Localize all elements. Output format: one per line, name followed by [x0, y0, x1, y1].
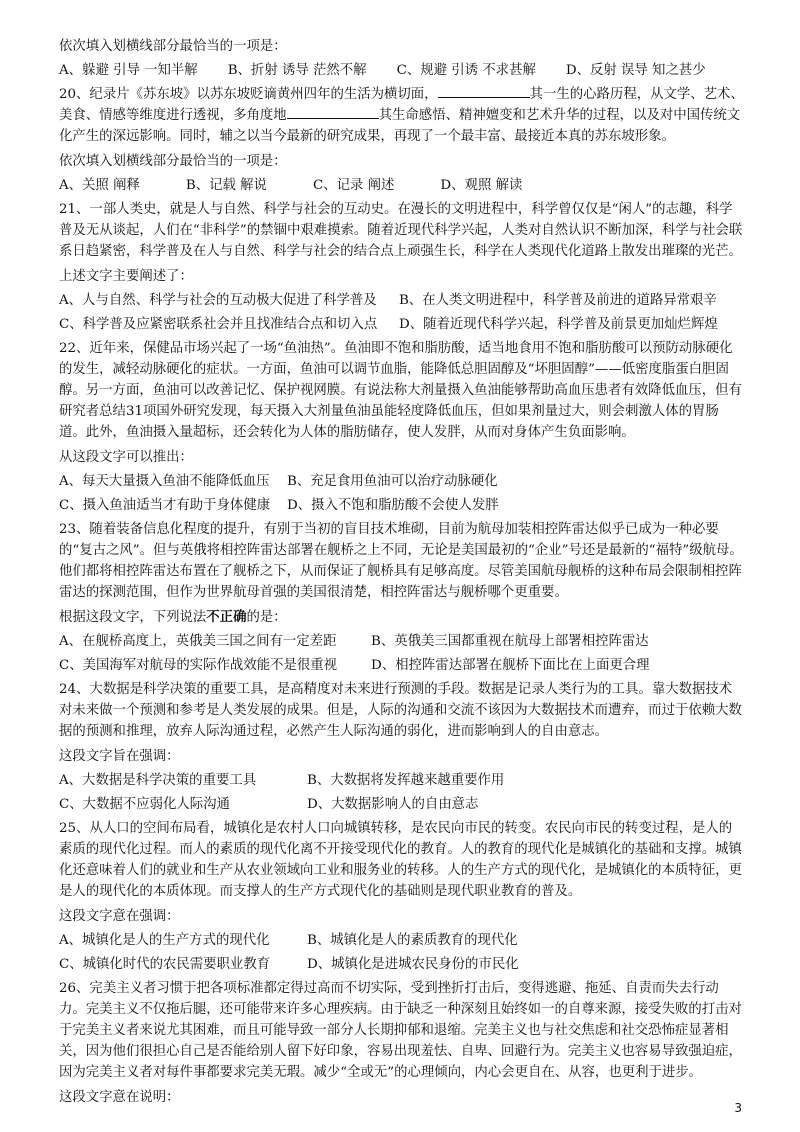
q21-options-row-2	[59, 314, 745, 335]
q23-prompt-text: 根据这段文字，下列说法	[59, 610, 207, 625]
q22-stem: 22、近年来，保健品市场兴起了一场“鱼油热”。鱼油即不饱和脂肪酸，适当地食用不饱和脂肪酸可以预防动脉硬化的发生，减轻动脉硬化的症状。一方面，鱼油可以调节血脂，能降低总胆固醇及“坏胆固醇”——低密度脂蛋白胆固醇。另一方面，鱼油可以改善记忆、保护视网膜。有说法称大剂量摄入鱼油能够帮助高血压患者有效降低血压，但有研究者总结31项国外研究发现，每天摄入大剂量鱼油虽能轻度降低血压，但如果剂量过大，则会刺激人体的胃肠道。此外，鱼油摄入量超标，还会转化为人体的脂肪储存，使人发胖，从而对身体产生负面影响。	[59, 341, 742, 440]
q21-option-d[interactable]: D、随着近现代科学兴起，科学普及前景更加灿烂辉煌	[399, 317, 718, 332]
q20-option-d[interactable]: D、观照 解读	[440, 178, 523, 193]
q23-option-a[interactable]: A、在舰桥高度上，英俄美三国之间有一定差距	[59, 634, 337, 649]
q19-option-d[interactable]: D、反射 误导 知之甚少	[565, 63, 706, 78]
q24-options-row-1	[59, 770, 745, 791]
q20-option-c[interactable]: C、记录 阐述	[312, 178, 395, 193]
q24-option-d[interactable]: D、大数据影响人的自由意志	[307, 797, 479, 812]
q19-option-a[interactable]: A、躲避 引导 一知半解	[59, 63, 198, 78]
q23-options-row-1	[59, 631, 745, 652]
q20-prompt: 依次填入划横线部分最恰当的一项是：	[59, 154, 287, 169]
q26-prompt: 这段文字意在说明：	[59, 1090, 180, 1105]
q25-stem: 25、从人口的空间布局看，城镇化是农村人口向城镇转移，是农民向市民的转变。农民向市民的转变过程，是人的素质的现代化过程。而人的素质的现代化离不开接受现代化的教育。人的教育的现代化是城镇化的基础和支撑。城镇化还意味着人们的就业和生产从农业领域向工业和服务业的转移。人的生产方式的现代化，是城镇化的本质特征，更是人的现代化的本质体现。而支撑人的生产方式现代化的基础则是现代职业教育的普及。	[59, 821, 742, 899]
q23-prompt	[59, 607, 745, 628]
q25-option-d[interactable]: D、城镇化是进城农民身份的市民化	[307, 957, 519, 972]
q19-option-b[interactable]: B、折射 诱导 茫然不解	[227, 63, 367, 78]
q24-option-a[interactable]: A、大数据是科学决策的重要工具	[59, 773, 257, 788]
q25-option-a[interactable]: A、城镇化是人的生产方式的现代化	[59, 933, 270, 948]
q22-options-row-2	[59, 495, 745, 516]
q20-blank-2	[287, 105, 379, 119]
q20-stem	[59, 84, 745, 147]
q26-stem: 26、完美主义者习惯于把各项标准都定得过高而不切实际，受到挫折打击后，变得逃避、拖延、自责而失去行动力。完美主义不仅拖后腿，还可能带来许多心理疾病。由于缺乏一种深刻且始终如一的自尊来源，接受失败的打击对于完美主义者来说尤其困难，而且可能导致一部分人长期抑郁和退缩。完美主义也与社交焦虑和社交恐怖症显著相关，因为他们很担心自己是否能给别人留下好印象，容易出现羞怯、自卑、回避行为。完美主义也容易导致强迫症，因为完美主义者对每件事都要求完美无瑕。减少“全或无”的心理倾向，内心会更自在、从容，也更利于进步。	[59, 981, 742, 1080]
q23-options-row-2	[59, 655, 745, 676]
q20-text-2: 其一生的心路历程，从文学、艺术、美食、情感等维度进行透视，多角度地	[59, 87, 744, 123]
q20-option-a[interactable]: A、关照 阐释	[59, 178, 140, 193]
q21-stem: 21、一部人类史，就是人与自然、科学与社会的互动史。在漫长的文明进程中，科学曾仅仅是“闲人”的志趣，科学普及无从谈起，人们在“非科学”的禁锢中艰难摸索。随着近现代科学兴起，人类对自然认识不断加深，科学与社会联系日趋紧密，科学普及在人与自然、科学与社会的结合点上顽强生长，科学在人类现代化道路上散发出璀璨的光芒。	[59, 202, 743, 259]
q23-option-d[interactable]: D、相控阵雷达部署在舰桥下面比在上面更合理	[371, 658, 650, 673]
q20-text-3: 其生命感悟、精神嬗变和艺术升华的过程，以及对中国传统文化产生的深远影响。同时，辅之以当今最新的研究成果，再现了一个最丰富、最接近本真的苏东坡形象。	[59, 108, 741, 144]
q23-option-b[interactable]: B、英俄美三国都重视在航母上部署相控阵雷达	[371, 634, 649, 649]
q25-options-row-2	[59, 954, 745, 975]
q21-option-b[interactable]: B、在人类文明进程中，科学普及前进的道路异常艰辛	[399, 293, 717, 308]
q23-prompt-emphasis: 不正确	[206, 609, 247, 625]
q25-option-c[interactable]: C、城镇化时代的农民需要职业教育	[59, 957, 271, 972]
q22-option-c[interactable]: C、摄入鱼油适当才有助于身体健康	[59, 498, 271, 513]
q22-option-d[interactable]: D、摄入不饱和脂肪酸不会使人发胖	[287, 498, 499, 513]
q25-prompt: 这段文字意在强调：	[59, 909, 180, 924]
q22-option-a[interactable]: A、每天大量摄入鱼油不能降低血压	[59, 474, 270, 489]
q25-option-b[interactable]: B、城镇化是人的素质教育的现代化	[307, 933, 518, 948]
q22-prompt: 从这段文字可以推出：	[59, 450, 193, 465]
q20-options	[59, 175, 745, 196]
q23-option-c[interactable]: C、美国海军对航母的实际作战效能不是很重视	[59, 658, 338, 673]
exam-page	[59, 36, 745, 1108]
q21-options-row-1	[59, 290, 745, 311]
q21-option-c[interactable]: C、科学普及应紧密联系社会并且找准结合点和切入点	[59, 317, 378, 332]
q19-prompt: 依次填入划横线部分最恰当的一项是：	[59, 39, 287, 54]
q24-stem: 24、大数据是科学决策的重要工具，是高精度对未来进行预测的手段。数据是记录人类行为的工具。靠大数据技术对未来做一个预测和参考是人类发展的成果。但是，人际的沟通和交流不该因为大数据技术而遭弃，而过于依赖大数据的预测和推理，放弃人际沟通过程，必然产生人际沟通的弱化，进而影响到人的自由意志。	[59, 682, 742, 739]
q24-option-b[interactable]: B、大数据将发挥越来越重要作用	[307, 773, 505, 788]
q20-option-b[interactable]: B、记载 解说	[185, 178, 267, 193]
q25-options-row-1	[59, 930, 745, 951]
q21-option-a[interactable]: A、人与自然、科学与社会的互动极大促进了科学普及	[59, 293, 377, 308]
q24-options-row-2	[59, 794, 745, 815]
page-number: 3	[734, 1101, 742, 1115]
q22-option-b[interactable]: B、充足食用鱼油可以治疗动脉硬化	[287, 474, 498, 489]
q21-prompt: 上述文字主要阐述了：	[59, 269, 193, 284]
q22-options-row-1	[59, 471, 745, 492]
q24-prompt: 这段文字旨在强调：	[59, 749, 180, 764]
q19-options	[59, 60, 745, 81]
q24-option-c[interactable]: C、大数据不应弱化人际沟通	[59, 797, 230, 812]
q19-option-c[interactable]: C、规避 引诱 不求甚解	[396, 63, 536, 78]
q20-blank-1	[438, 84, 530, 98]
q23-prompt-end: 的是：	[246, 610, 287, 625]
q20-text-1: 20、纪录片《苏东坡》以苏东坡贬谪黄州四年的生活为横切面，	[59, 87, 438, 102]
q23-stem: 23、随着装备信息化程度的提升，有别于当初的盲目技术堆砌，目前为航母加装相控阵雷达似乎已成为一种必要的“复古之风”。但与英俄将相控阵雷达部署在舰桥之上不同，无论是美国最初的“企业”号还是最新的“福特”级航母。他们都将相控阵雷达布置在了舰桥之下，从而保证了舰桥具有足够高度。尽管美国航母舰桥的这种布局会限制相控阵雷达的探测范围，但作为世界航母首强的美国很清楚，相控阵雷达与舰桥哪个更重要。	[59, 522, 743, 600]
